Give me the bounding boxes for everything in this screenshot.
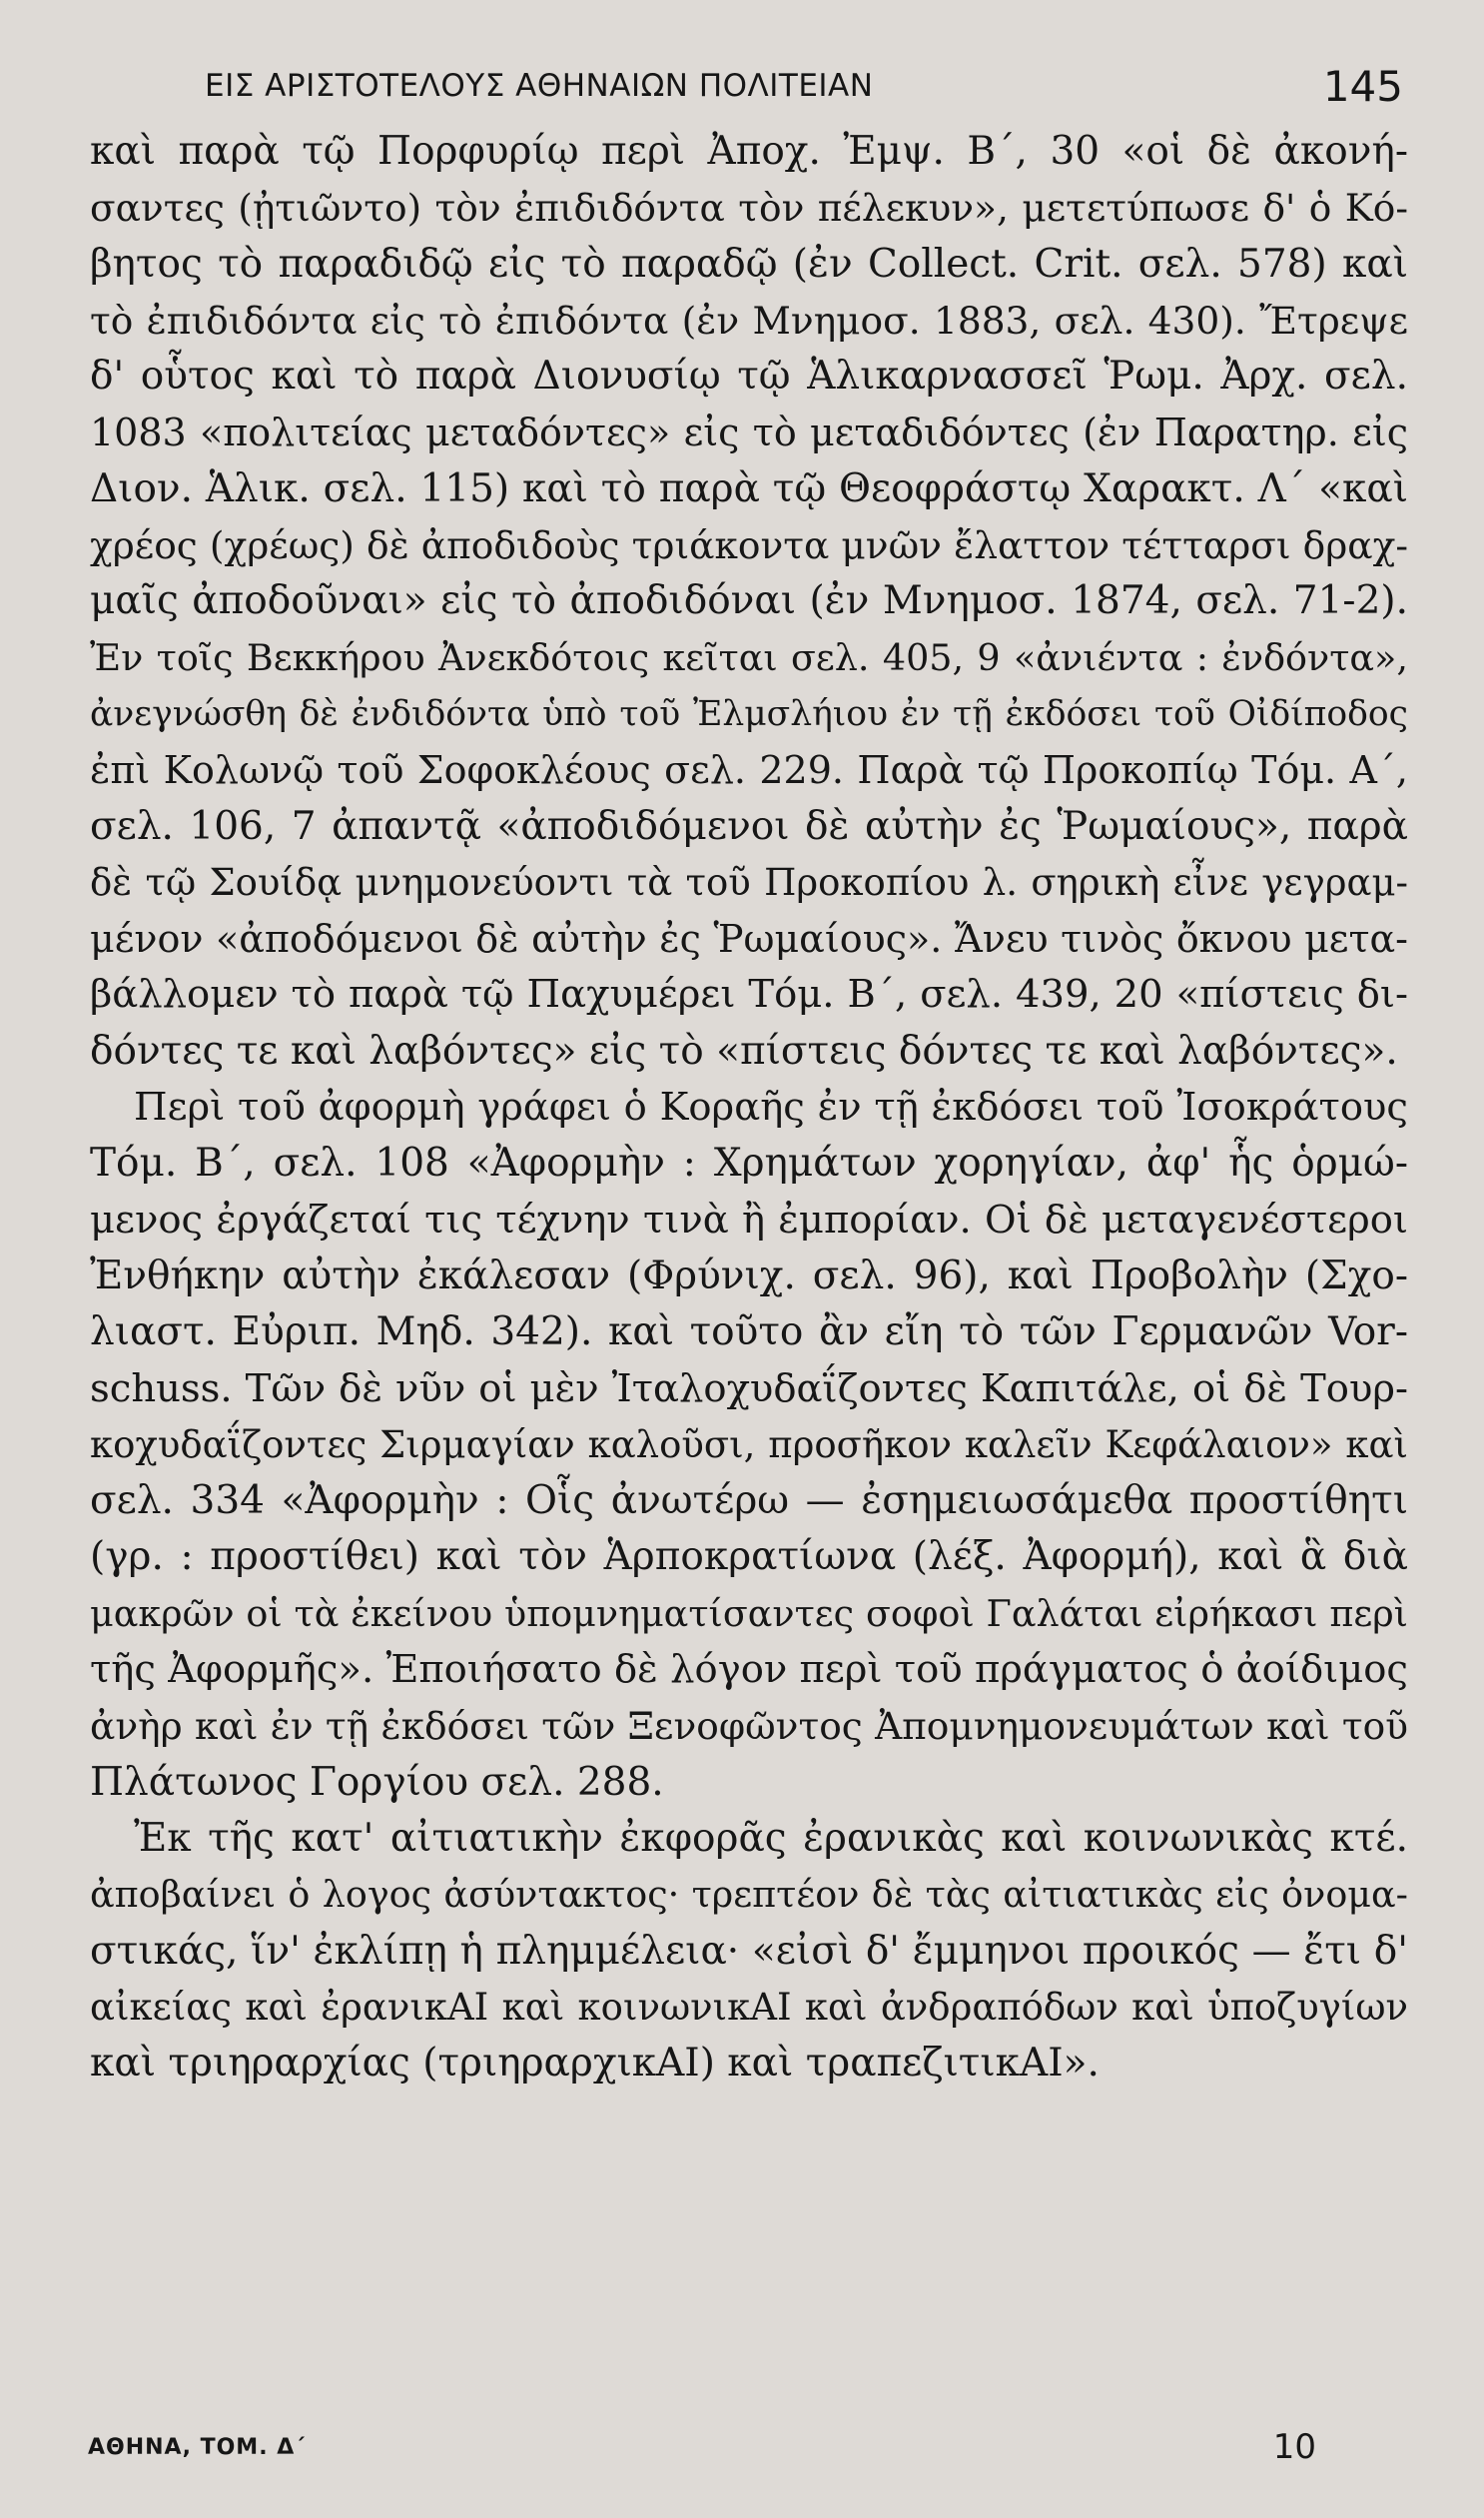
text-line: σελ. 334 «Ἀφορμὴν : Οἷς ἀνωτέρω — ἐσημειωσάμεθα προστίθητι bbox=[90, 1478, 1408, 1524]
page-number: 145 bbox=[1322, 62, 1403, 111]
text-line: ἐπὶ Κολωνῷ τοῦ Σοφοκλέους σελ. 229. Παρὰ τῷ Προκοπίῳ Τόμ. Α΄, bbox=[90, 748, 1408, 793]
text-line: λιαστ. Εὐριπ. Μηδ. 342). καὶ τοῦτο ἂν εἴη τὸ τῶν Γερμανῶν Vor- bbox=[90, 1309, 1408, 1355]
text-line: χρέος (χρέως) δὲ ἀποδιδοὺς τριάκοντα μνῶν ἔλαττον τέτταρσι δραχ- bbox=[90, 523, 1408, 568]
text-line: Πλάτωνος Γοργίου σελ. 288. bbox=[90, 1759, 664, 1805]
text-line: ἀνὴρ καὶ ἐν τῇ ἐκδόσει τῶν Ξενοφῶντος Ἀπομνημονευμάτων καὶ τοῦ bbox=[90, 1704, 1408, 1749]
text-line: κοχυδαΐζοντες Σιρμαγίαν καλοῦσι, προσῆκον καλεῖν Κεφάλαιον» καὶ bbox=[90, 1422, 1408, 1466]
text-line: Τόμ. Β΄, σελ. 108 «Ἀφορμὴν : Χρημάτων χορηγίαν, ἀφ' ἧς ὁρμώ- bbox=[90, 1141, 1408, 1187]
text-line: τὸ ἐπιδιδόντα εἰς τὸ ἐπιδόντα (ἐν Μνημοσ. 1883, σελ. 430). Ἔτρεψε bbox=[90, 298, 1408, 343]
text-line: αἰκείας καὶ ἐρανικΑΙ καὶ κοινωνικΑΙ καὶ ἀνδραπόδων καὶ ὑποζυγίων bbox=[90, 1985, 1408, 2029]
text-line: δὲ τῷ Σουίδᾳ μνημονεύοντι τὰ τοῦ Προκοπίου λ. σηρικὴ εἶνε γεγραμ- bbox=[90, 860, 1408, 904]
text-line: καὶ τριηραρχίας (τριηραρχικΑΙ) καὶ τραπεζιτικΑΙ». bbox=[90, 2041, 1100, 2087]
text-line: μακρῶν οἱ τὰ ἐκείνου ὑπομνηματίσαντες σοφοὶ Γαλάται εἰρήκασι περὶ bbox=[90, 1591, 1408, 1635]
paragraph-start-line: Περὶ τοῦ ἀφορμὴ γράφει ὁ Κοραῆς ἐν τῇ ἐκδόσει τοῦ Ἰσοκράτους bbox=[134, 1085, 1408, 1131]
text-line: μαῖς ἀποδοῦναι» εἰς τὸ ἀποδιδόναι (ἐν Μνημοσ. 1874, σελ. 71-2). bbox=[90, 578, 1408, 624]
text-line: στικάς, ἵν' ἐκλίπῃ ἡ πλημμέλεια· «εἰσὶ δ' ἔμμηνοι προικός — ἔτι δ' bbox=[90, 1928, 1408, 1974]
body-text bbox=[90, 124, 1408, 2092]
page-footer bbox=[88, 2427, 1316, 2477]
running-title: ΕΙΣ ΑΡΙΣΤΟΤΕΛΟΥΣ ΑΘΗΝΑΙΩΝ ΠΟΛΙΤΕΙΑΝ bbox=[205, 68, 874, 104]
text-line: σελ. 106, 7 ἀπαντᾷ «ἀποδιδόμενοι δὲ αὐτὴν ἐς Ῥωμαίους», παρὰ bbox=[90, 803, 1408, 849]
text-line: δόντες τε καὶ λαβόντες» εἰς τὸ «πίστεις δόντες τε καὶ λαβόντες». bbox=[90, 1028, 1398, 1074]
text-line: (γρ. : προστίθει) καὶ τὸν Ἁρποκρατίωνα (λέξ. Ἀφορμή), καὶ ἃ διὰ bbox=[90, 1534, 1408, 1580]
text-line: μενος ἐργάζεταί τις τέχνην τινὰ ἢ ἐμπορίαν. Οἱ δὲ μεταγενέστεροι bbox=[90, 1197, 1408, 1243]
text-line: μένον «ἀποδόμενοι δὲ αὐτὴν ἐς Ῥωμαίους». Ἄνευ τινὸς ὄκνου μετα- bbox=[90, 917, 1408, 962]
text-line: Διον. Ἁλικ. σελ. 115) καὶ τὸ παρὰ τῷ Θεοφράστῳ Χαρακτ. Λ΄ «καὶ bbox=[90, 465, 1408, 511]
text-line: schuss. Τῶν δὲ νῦν οἱ μὲν Ἰταλοχυδαΐζοντες Καπιτάλε, οἱ δὲ Τουρ- bbox=[90, 1365, 1408, 1411]
text-line: ἀνεγνώσθη δὲ ἐνδιδόντα ὑπὸ τοῦ Ἐλμσλήιου ἐν τῇ ἐκδόσει τοῦ Οἰδίποδος bbox=[90, 693, 1408, 734]
page-header bbox=[205, 62, 1403, 128]
text-line: Ἐνθήκην αὐτὴν ἐκάλεσαν (Φρύνιχ. σελ. 96), καὶ Προβολὴν (Σχο- bbox=[90, 1253, 1408, 1298]
text-line: καὶ παρὰ τῷ Πορφυρίῳ περὶ Ἀποχ. Ἐμψ. Β΄, 30 «οἱ δὲ ἀκονή- bbox=[90, 129, 1408, 174]
text-line: ἀποβαίνει ὁ λογος ἀσύντακτος· τρεπτέον δὲ τὰς αἰτιατικὰς εἰς ὀνομα- bbox=[90, 1873, 1408, 1917]
text-line: σαντες (ᾐτιῶντο) τὸν ἐπιδιδόντα τὸν πέλεκυν», μετετύπωσε δ' ὁ Κό- bbox=[90, 186, 1408, 231]
text-line: τῆς Ἀφορμῆς». Ἐποιήσατο δὲ λόγον περὶ τοῦ πράγματος ὁ ἀοίδιμος bbox=[90, 1647, 1408, 1693]
printer-signature: ΑΘΗΝΑ, ΤΟΜ. Δ΄ bbox=[88, 2435, 306, 2460]
text-line: δ' οὗτος καὶ τὸ παρὰ Διονυσίῳ τῷ Ἁλικαρνασσεῖ Ῥωμ. Ἀρχ. σελ. bbox=[90, 354, 1408, 400]
paragraph-start-line: Ἐκ τῆς κατ' αἰτιατικὴν ἐκφορᾶς ἐρανικὰς καὶ κοινωνικὰς κτέ. bbox=[134, 1815, 1408, 1861]
text-line: Ἐν τοῖς Βεκκήρου Ἀνεκδότοις κεῖται σελ. 405, 9 «ἀνιέντα : ἐνδόντα», bbox=[90, 635, 1408, 679]
text-line: 1083 «πολιτείας μεταδόντες» εἰς τὸ μεταδιδόντες (ἐν Παρατηρ. εἰς bbox=[90, 411, 1408, 455]
text-line: βάλλομεν τὸ παρὰ τῷ Παχυμέρει Τόμ. Β΄, σελ. 439, 20 «πίστεις δι- bbox=[90, 972, 1408, 1018]
sheet-number: 10 bbox=[1272, 2427, 1316, 2467]
text-line: βητος τὸ παραδιδῷ εἰς τὸ παραδῷ (ἐν Collect. Crit. σελ. 578) καὶ bbox=[90, 241, 1408, 287]
